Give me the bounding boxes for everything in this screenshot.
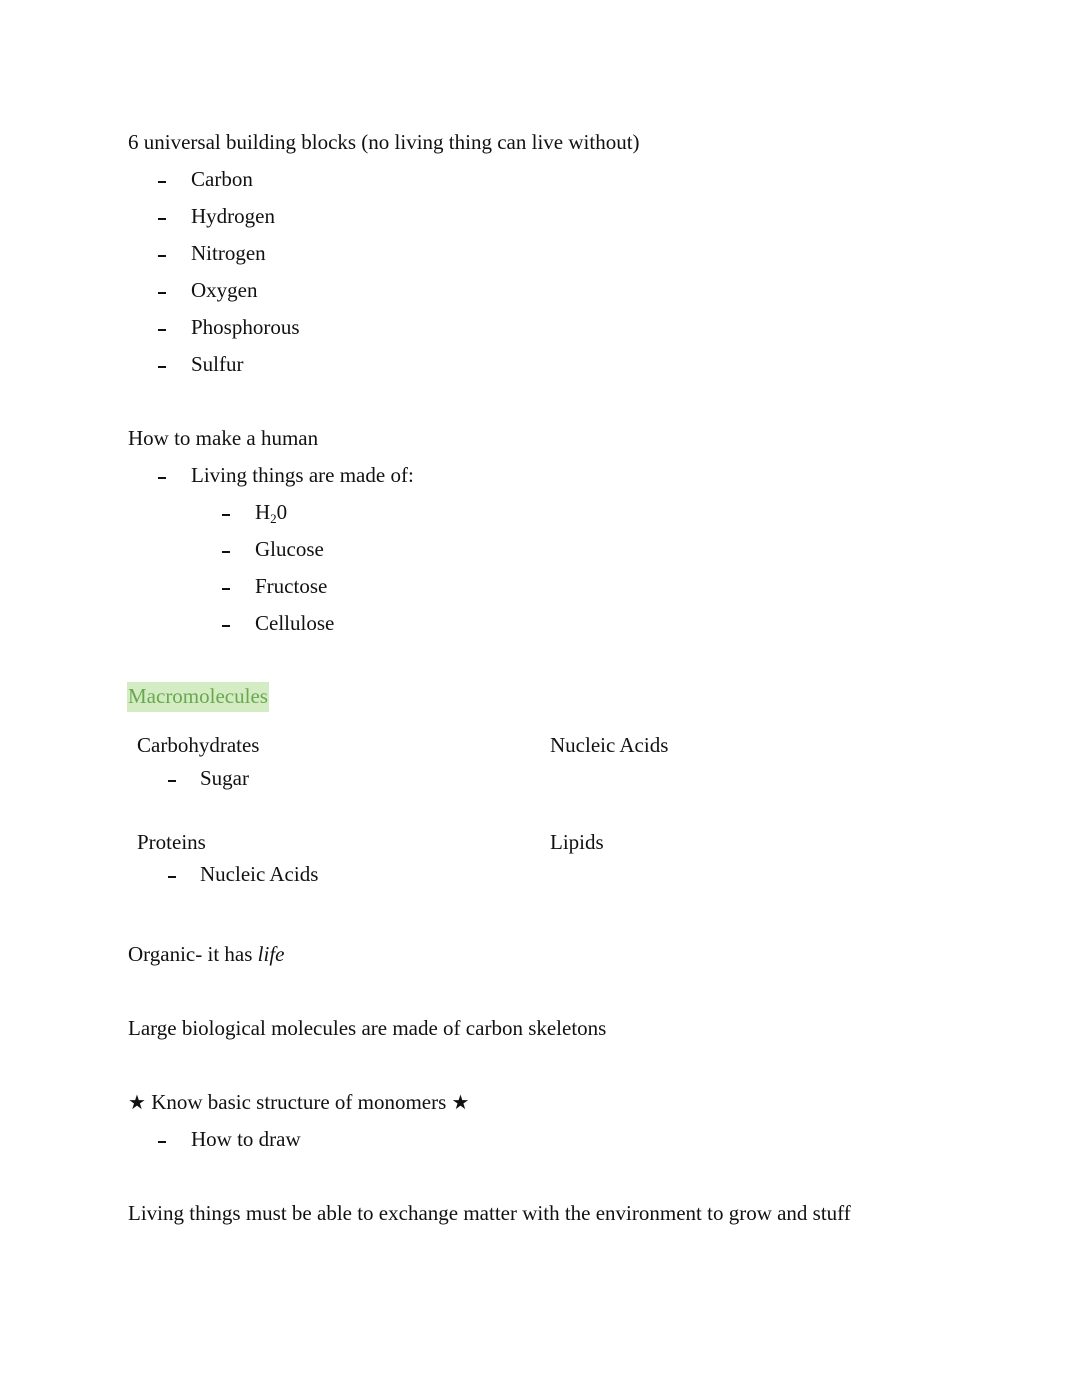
sub-item-water bbox=[255, 500, 288, 526]
bullet-dash bbox=[222, 625, 230, 627]
bullet-dash bbox=[158, 292, 166, 294]
proteins-item: Nucleic Acids bbox=[200, 862, 319, 886]
star-icon: ★ bbox=[451, 1090, 470, 1114]
carbohydrates-title: Carbohydrates bbox=[137, 733, 260, 757]
organic-line bbox=[128, 944, 285, 965]
list-item-nitrogen: Nitrogen bbox=[191, 241, 266, 265]
bullet-dash bbox=[158, 366, 166, 368]
lipids-title: Lipids bbox=[550, 830, 604, 854]
bullet-dash bbox=[158, 218, 166, 220]
monomers-text: Know basic structure of monomers bbox=[145, 1090, 452, 1114]
water-tail: 0 bbox=[276, 500, 288, 524]
list-item-sulfur: Sulfur bbox=[191, 352, 244, 376]
bullet-dash bbox=[158, 1141, 166, 1143]
monomers-line bbox=[128, 1092, 469, 1113]
proteins-title: Proteins bbox=[137, 830, 206, 854]
bullet-dash bbox=[158, 181, 166, 183]
building-blocks-heading: 6 universal building blocks (no living thing can live without) bbox=[128, 130, 640, 154]
highlighted-heading: Macromolecules bbox=[127, 682, 269, 712]
exchange-line: Living things must be able to exchange matter with the environment to grow and stuff bbox=[128, 1201, 851, 1225]
living-things-bullet: Living things are made of: bbox=[191, 463, 414, 487]
macromolecules-heading bbox=[127, 686, 269, 707]
list-item-phosphorous: Phosphorous bbox=[191, 315, 300, 339]
nucleic-acids-title: Nucleic Acids bbox=[550, 733, 669, 757]
carbohydrates-item: Sugar bbox=[200, 766, 249, 790]
bullet-dash bbox=[222, 551, 230, 553]
bullet-dash bbox=[158, 255, 166, 257]
monomers-item: How to draw bbox=[191, 1127, 301, 1151]
star-icon: ★ bbox=[128, 1090, 146, 1114]
carbon-skeletons-line: Large biological molecules are made of carbon skeletons bbox=[128, 1016, 607, 1040]
sub-item-glucose: Glucose bbox=[255, 537, 324, 561]
water-subscript: 2 bbox=[270, 511, 277, 526]
organic-prefix: Organic- it has bbox=[128, 942, 258, 966]
bullet-dash bbox=[222, 588, 230, 590]
list-item-carbon: Carbon bbox=[191, 167, 253, 191]
bullet-dash bbox=[158, 477, 166, 479]
list-item-hydrogen: Hydrogen bbox=[191, 204, 275, 228]
sub-item-cellulose: Cellulose bbox=[255, 611, 335, 635]
sub-item-fructose: Fructose bbox=[255, 574, 328, 598]
list-item-oxygen: Oxygen bbox=[191, 278, 258, 302]
bullet-dash bbox=[168, 876, 176, 878]
human-heading: How to make a human bbox=[128, 426, 319, 450]
bullet-dash bbox=[158, 329, 166, 331]
bullet-dash bbox=[168, 780, 176, 782]
organic-emphasis: life bbox=[257, 942, 285, 966]
bullet-dash bbox=[222, 514, 230, 516]
water-main: H bbox=[255, 500, 271, 524]
